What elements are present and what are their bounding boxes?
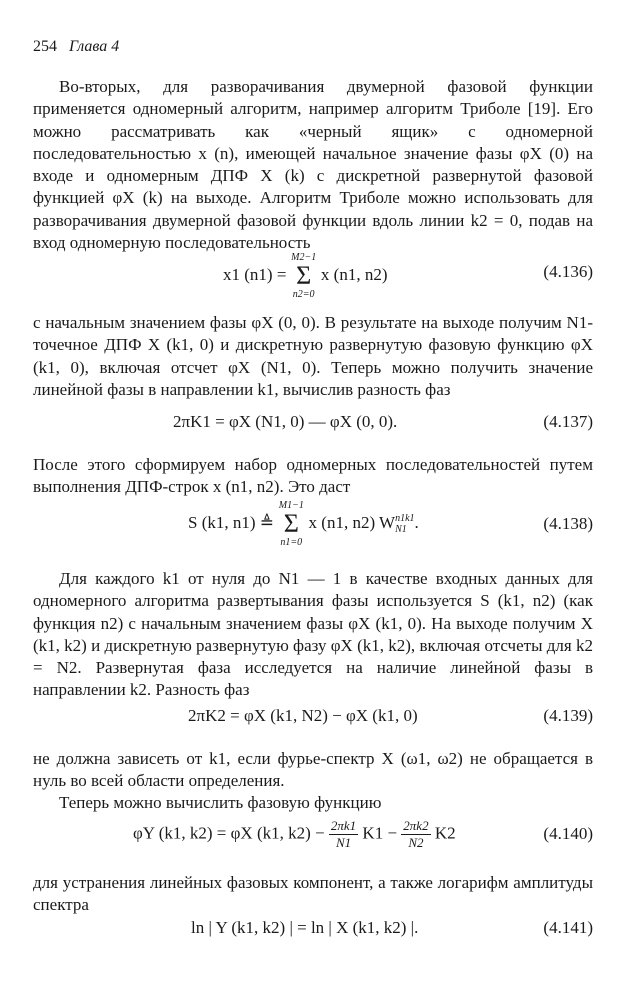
- eq138-base: N1: [395, 524, 407, 535]
- paragraph-6-text: Теперь можно вычислить фазовую функцию: [59, 793, 382, 812]
- paragraph-1-text: Во-вторых, для разворачивания двумерной фазовой функции применяется одномерный алгоритм, например алгоритм Триболе [19]. Его можно рассматривать как «черный ящик» с одномерной последовательностью x (n), имеющей начальное значение фазы φX (0) на входе и одномерным ДПФ X (k) с дискретной развернутой фазовой функцией φX (k) на выходе. Алгоритм Триболе можно использовать для разворачивания двумерной фазовой функции вдоль линии k2 = 0, подав на вход одномерную последовательность: [33, 77, 593, 253]
- eq138-upper: M1−1: [278, 500, 304, 511]
- paragraph-5: [33, 748, 593, 793]
- paragraph-6: [33, 792, 593, 814]
- eq139-text: 2πK2 = φX (k1, N2) − φX (k1, 0): [188, 706, 418, 725]
- eq136-tag: (4.136): [543, 262, 593, 281]
- page-number: 254: [33, 38, 57, 55]
- eq137-text: 2πK1 = φX (N1, 0) — φX (0, 0).: [173, 412, 398, 431]
- eq136-upper: M2−1: [291, 252, 317, 263]
- eq138-lhs: S (k1, n1) ≜: [188, 512, 275, 532]
- paragraph-5-text: не должна зависеть от k1, если фурье-спектр X (ω1, ω2) не обращается в нуль во всей области определения.: [33, 749, 593, 791]
- eq137-tag: (4.137): [543, 412, 593, 431]
- eq141-text: ln | Y (k1, k2) | = ln | X (k1, k2) |.: [191, 918, 419, 937]
- eq140-f2-num: 2πk2: [403, 818, 429, 833]
- paragraph-2-text: с начальным значением фазы φX (0, 0). В результате на выходе получим N1-точечное ДПФ X (k1, 0) и дискретную развернутую фазовую функцию φX (k1, 0), включая отсчет φX (N1, 0). Теперь можно получить значение линейной фазы в направлении k1, вычислив разность фаз: [33, 313, 593, 399]
- eq140-lhs: φY (k1, k2) = φX (k1, k2) −: [133, 823, 325, 843]
- eq140-f1-num: 2πk1: [330, 818, 357, 833]
- paragraph-7: [33, 872, 593, 917]
- equation-4-137: [33, 412, 593, 452]
- equation-4-136: [33, 252, 593, 300]
- eq140-fraction-2: [401, 818, 430, 851]
- eq138-power: n1k1: [395, 513, 415, 524]
- eq138-tag: (4.138): [543, 514, 593, 533]
- eq141-tag: (4.141): [543, 918, 593, 937]
- eq140-mid: K1 −: [362, 823, 398, 843]
- page-header: [33, 38, 119, 56]
- eq136-lhs: x1 (n1) =: [223, 264, 287, 284]
- paragraph-1: [33, 76, 593, 254]
- paragraph-7-text: для устранения линейных фазовых компонент, а также логарифм амплитуды спектра: [33, 873, 593, 915]
- paragraph-4-text: Для каждого k1 от нуля до N1 — 1 в качестве входных данных для одномерного алгоритма развертывания фазы используется S (k1, n2) (как функция n2) с начальным значением фазы φX (k1, 0). На выходе получим X (k1, k2) и дискретную развернутую фазу φX (k1, k2), включая отсчеты для k2 = N2. Развернутая фаза исследуется на наличие линейной фазы в направлении k2. Разность фаз: [33, 569, 593, 700]
- sum-icon: M2−1 Σ n2=0: [291, 252, 317, 300]
- eq138-end: .: [414, 512, 419, 532]
- paragraph-3: [33, 454, 593, 499]
- paragraph-2: [33, 312, 593, 401]
- equation-4-141: [33, 918, 593, 958]
- eq136-lower: n2=0: [292, 289, 315, 300]
- eq140-f1-den: N1: [335, 835, 352, 850]
- eq140-end: K2: [434, 823, 456, 843]
- eq140-tag: (4.140): [543, 824, 593, 843]
- eq140-fraction-1: [329, 818, 358, 851]
- sum-icon: M1−1 Σ n1=0: [278, 500, 304, 548]
- eq139-tag: (4.139): [543, 706, 593, 725]
- eq138-lower: n1=0: [280, 537, 303, 548]
- eq138-rhs: x (n1, n2) W: [308, 512, 396, 532]
- eq140-f2-den: N2: [408, 835, 424, 850]
- equation-4-139: [33, 706, 593, 746]
- paragraph-3-text: После этого сформируем набор одномерных последовательностей путем выполнения ДПФ-строк x (n1, n2). Это даст: [33, 455, 593, 497]
- equation-4-138: [33, 500, 593, 548]
- eq136-rhs: x (n1, n2): [320, 264, 388, 284]
- paragraph-4: [33, 568, 593, 702]
- equation-4-140: [33, 818, 593, 858]
- chapter-title: Глава 4: [69, 38, 120, 55]
